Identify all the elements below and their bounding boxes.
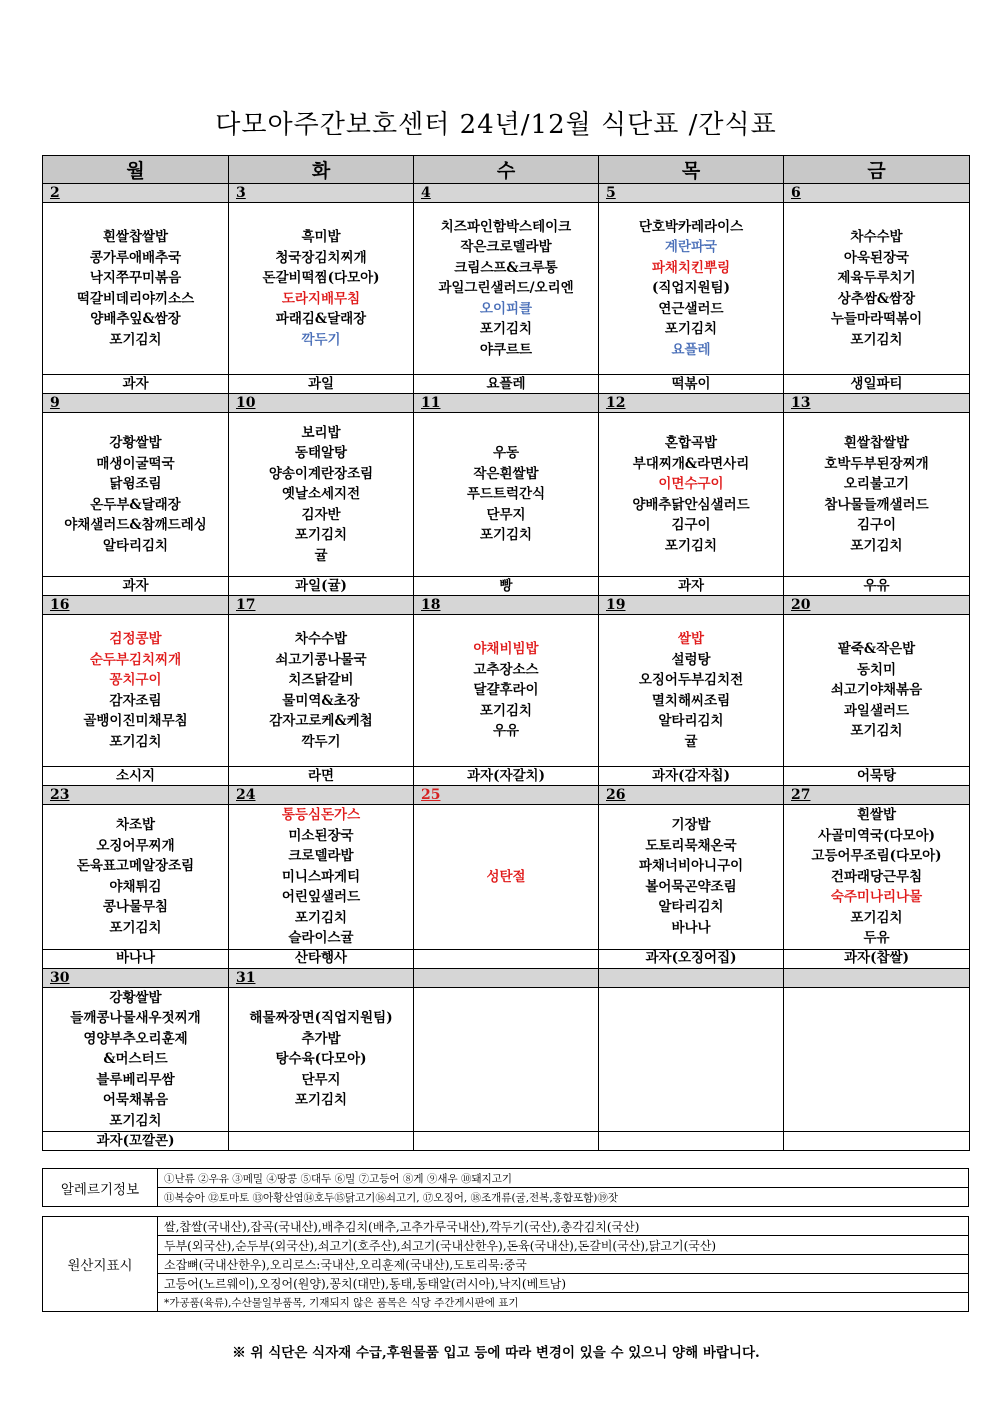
menu-item: &머스터드 [103, 1051, 168, 1067]
menu-item: 포기김치 [109, 733, 162, 750]
menu-cell [784, 805, 970, 950]
menu-item: 건파래당근무침 [830, 868, 923, 885]
menu-item: 참나물들깨샐러드 [824, 496, 929, 513]
menu-item: 포기김치 [664, 537, 718, 554]
menu-item: 단무지 [486, 506, 526, 523]
menu-item: 콩가루애배추국 [89, 249, 182, 266]
allergy-line-1: ①난류 ②우유 ③메밀 ④땅콩 ⑤대두 ⑥밀 ⑦고등어 ⑧게 ⑨새우 ⑩돼지고기 [158, 1169, 969, 1188]
menu-item: 흰쌀밥 [856, 807, 897, 823]
snack-cell: 소시지 [43, 767, 229, 786]
menu-item: 블루베리무쌈 [96, 1071, 175, 1088]
snack-cell: 과자(오징어집) [599, 949, 784, 968]
menu-item: 멸치해씨조림 [651, 692, 731, 709]
menu-item: 포기김치 [109, 331, 162, 348]
menu-item: 사골미역국(다모아) [817, 827, 936, 844]
snack-row [43, 1132, 970, 1151]
date-label: 23 [43, 786, 229, 805]
menu-table [42, 155, 970, 1151]
menu-item: 볼어묵곤약조림 [645, 878, 737, 895]
page-title: 다모아주간보호센터 24년/12월 식단표 /간식표 [215, 110, 777, 140]
menu-item: 떡갈비데리야끼소스 [76, 290, 195, 307]
menu-item: 추가밥 [301, 1030, 341, 1047]
footer-note: ※ 위 식단은 식자재 수급,후원물품 입고 등에 따라 변경이 있을 수 있으니 양해 바랍니다. [232, 1345, 760, 1361]
menu-item: 양송이계란장조림 [268, 465, 374, 482]
date-label: 11 [414, 394, 599, 413]
date-row [43, 968, 970, 987]
menu-item: 성탄절 [486, 868, 526, 885]
snack-cell: 라면 [229, 767, 414, 786]
menu-cell [599, 805, 784, 950]
menu-item: 파래김&달래장 [275, 311, 367, 327]
menu-item: 알타리김치 [102, 537, 169, 554]
menu-item: 오리불고기 [843, 476, 910, 492]
menu-item: 순두부김치찌개 [89, 651, 182, 668]
menu-cell [414, 987, 599, 1132]
menu-item: 깍두기 [301, 331, 341, 348]
weekday-mon: 월 [43, 156, 229, 184]
date-label: 26 [599, 786, 784, 805]
date-label [414, 968, 599, 987]
menu-item: 포기김치 [850, 537, 903, 554]
snack-cell: 빵 [414, 577, 599, 596]
menu-cell [414, 413, 599, 577]
snack-cell: 떡볶이 [599, 375, 784, 394]
snack-cell: 과자(자갈치) [414, 767, 599, 786]
menu-item: 치즈파인함박스테이크 [440, 218, 572, 235]
menu-row [43, 805, 970, 950]
menu-item: 김구이 [856, 517, 897, 533]
snack-cell [229, 1132, 414, 1151]
snack-row [43, 949, 970, 968]
date-label: 16 [43, 596, 229, 615]
snack-cell: 생일파티 [784, 375, 970, 394]
menu-item: 포기김치 [294, 1092, 348, 1108]
weekday-fri: 금 [784, 156, 970, 184]
menu-cell [229, 615, 414, 767]
menu-item: 낙지쭈꾸미볶음 [89, 270, 182, 286]
menu-item: 쌀밥 [677, 631, 705, 647]
menu-item: 숙주미나리나물 [830, 889, 923, 905]
snack-row [43, 767, 970, 786]
origin-line-4: 고등어(노르웨이),오징어(원양),꽁치(대만),동태,동태알(러시아),낙지(베트남) [158, 1274, 969, 1293]
menu-item: 콩나물무침 [102, 899, 169, 916]
snack-cell: 과자 [43, 577, 229, 596]
menu-cell [784, 413, 970, 577]
menu-item: 포기김치 [850, 909, 903, 926]
menu-item: 오이피클 [479, 300, 533, 317]
snack-cell: 어묵탕 [784, 767, 970, 786]
menu-item: 포기김치 [294, 527, 348, 544]
date-label: 2 [43, 184, 229, 203]
menu-item: 슬라이스귤 [288, 930, 354, 946]
date-label: 9 [43, 394, 229, 413]
menu-cell [414, 615, 599, 767]
menu-item: 연근샐러드 [658, 300, 724, 317]
snack-cell: 과자(감자칩) [599, 767, 784, 786]
origin-table [42, 1216, 969, 1312]
menu-item: 과일그린샐러드/오리엔 [438, 280, 574, 297]
menu-item: 상추쌈&쌈장 [837, 290, 916, 307]
menu-cell [784, 987, 970, 1132]
menu-item: 김구이 [671, 517, 711, 533]
menu-item: 미소된장국 [288, 827, 354, 844]
menu-item: 양배추닭안심샐러드 [632, 496, 750, 513]
menu-item: 돈육표고메알장조림 [76, 858, 195, 875]
menu-cell [784, 203, 970, 375]
menu-item: 포기김치 [479, 527, 533, 544]
snack-cell: 과자(꼬깔콘) [43, 1132, 229, 1151]
menu-cell [229, 805, 414, 950]
menu-item: 이면수구이 [658, 476, 724, 492]
menu-item: 강황쌀밥 [109, 989, 162, 1006]
menu-item: 차수수밥 [850, 229, 903, 245]
menu-cell [43, 203, 229, 375]
date-row [43, 596, 970, 615]
weekday-tue: 화 [229, 156, 414, 184]
weekday-wed: 수 [414, 156, 599, 184]
menu-item: 동태알탕 [294, 445, 348, 462]
menu-item: 김자반 [301, 506, 341, 523]
menu-item: 포기김치 [479, 702, 533, 719]
menu-item: 양배추잎&쌈장 [90, 311, 181, 327]
menu-item: 도라지배무침 [281, 290, 361, 307]
date-label: 13 [784, 394, 970, 413]
menu-cell [414, 805, 599, 950]
menu-item: 작은크로델라밥 [460, 239, 552, 256]
snack-cell: 산타행사 [229, 949, 414, 968]
menu-cell [599, 987, 784, 1132]
weekday-header-row [43, 156, 970, 184]
menu-item: 야채샐러드&참깨드레싱 [64, 517, 207, 533]
menu-item: 통등심돈가스 [281, 807, 361, 823]
menu-item: 제육두루치기 [837, 270, 916, 286]
menu-item: 감자조림 [109, 692, 162, 709]
snack-cell: 과일(귤) [229, 577, 414, 596]
snack-cell: 우유 [784, 577, 970, 596]
menu-item: 계란파국 [664, 239, 718, 256]
weekday-thu: 목 [599, 156, 784, 184]
menu-item: 크로델라밥 [288, 848, 354, 864]
snack-cell: 바나나 [43, 949, 229, 968]
menu-item: 들깨콩나물새우젓찌개 [70, 1010, 201, 1026]
snack-cell: 과자 [43, 375, 229, 394]
menu-item: (직업지원팀) [652, 280, 730, 297]
menu-item: 과일샐러드 [843, 702, 910, 719]
date-row [43, 184, 970, 203]
menu-item: 차조밥 [115, 817, 156, 834]
menu-cell [599, 413, 784, 577]
menu-item: 고등어무조림(다모아) [811, 848, 942, 864]
menu-cell [229, 987, 414, 1132]
menu-cell [43, 413, 229, 577]
snack-cell [414, 949, 599, 968]
snack-cell: 과자 [599, 577, 784, 596]
menu-item: 누들마라떡볶이 [830, 311, 923, 327]
date-label: 25 [414, 786, 599, 805]
origin-line-2: 두부(외국산),순두부(외국산),쇠고기(호주산),쇠고기(국내산한우),돈육(국내산),돈갈비(국산),닭고기(국산) [158, 1236, 969, 1255]
menu-item: 작은흰쌀밥 [473, 465, 539, 482]
menu-item: 온두부&달래장 [90, 496, 181, 513]
menu-cell [599, 203, 784, 375]
snack-cell [599, 1132, 784, 1151]
menu-item: 알타리김치 [658, 899, 724, 916]
menu-item: 단호박카레라이스 [638, 218, 744, 235]
menu-item: 돈갈비떡찜(다모아) [262, 270, 380, 286]
menu-item: 흰쌀찹쌀밥 [102, 229, 169, 245]
menu-item: 영양부추오리훈제 [83, 1030, 188, 1047]
menu-item: 단무지 [301, 1071, 341, 1088]
menu-item: 청국장김치찌개 [275, 249, 367, 266]
menu-cell [43, 805, 229, 950]
menu-item: 포기김치 [664, 321, 718, 338]
menu-item: 우유 [492, 723, 520, 740]
origin-line-1: 쌀,찹쌀(국내산),잡곡(국내산),배추김치(배추,고추가루국내산),깍두기(국산),총각김치(국산) [158, 1217, 969, 1236]
menu-item: 물미역&초장 [282, 692, 360, 709]
menu-item: 야채튀김 [109, 878, 162, 895]
allergy-table [42, 1168, 969, 1207]
date-label: 17 [229, 596, 414, 615]
menu-item: 보리밥 [301, 424, 341, 441]
menu-item: 흰쌀찹쌀밥 [843, 435, 910, 451]
menu-row [43, 615, 970, 767]
menu-item: 아욱된장국 [843, 249, 910, 266]
menu-item: 알타리김치 [658, 713, 724, 729]
menu-item: 우동 [492, 445, 520, 462]
menu-item: 매생이굴떡국 [96, 455, 175, 472]
menu-item: 옛날소세지전 [281, 486, 361, 503]
snack-cell [784, 1132, 970, 1151]
menu-item: 포기김치 [850, 331, 903, 348]
menu-item: 어린잎샐러드 [281, 889, 361, 905]
menu-item: 쇠고기콩나물국 [275, 651, 367, 668]
menu-row [43, 203, 970, 375]
menu-item: 달걀후라이 [473, 682, 539, 699]
menu-item: 파채너비아니구이 [638, 858, 744, 875]
menu-item: 오징어무찌개 [96, 837, 175, 854]
menu-cell [43, 615, 229, 767]
menu-item: 포기김치 [109, 1112, 162, 1129]
menu-item: 차수수밥 [294, 631, 348, 647]
menu-item: 혼합곡밥 [664, 435, 718, 451]
menu-item: 귤 [314, 547, 328, 564]
date-label: 3 [229, 184, 414, 203]
date-label: 5 [599, 184, 784, 203]
menu-cell [784, 615, 970, 767]
menu-row [43, 413, 970, 577]
menu-item: 동치미 [856, 661, 897, 678]
menu-item: 야채비빔밥 [473, 641, 539, 658]
date-label: 12 [599, 394, 784, 413]
menu-cell [229, 203, 414, 375]
menu-cell [229, 413, 414, 577]
menu-item: 팥죽&작은밥 [837, 641, 916, 658]
menu-item: 바나나 [671, 919, 711, 936]
menu-item: 깍두기 [301, 733, 341, 750]
snack-cell: 과자(찹쌀) [784, 949, 970, 968]
menu-item: 해물짜장면(직업지원팀) [249, 1010, 393, 1026]
menu-item: 꽁치구이 [109, 672, 162, 688]
menu-item: 푸드트럭간식 [466, 486, 546, 503]
allergy-label: 알레르기정보 [43, 1169, 158, 1207]
date-label: 19 [599, 596, 784, 615]
allergy-line-2: ⑪복숭아 ⑫토마토 ⑬아황산염⑭호두⑮닭고기⑯쇠고기, ⑰오징어, ⑱조개류(굴,전복,홍합포함)⑲잣 [158, 1188, 969, 1207]
menu-item: 포기김치 [109, 919, 162, 936]
date-label: 20 [784, 596, 970, 615]
menu-item: 어묵채볶음 [102, 1092, 169, 1108]
date-label: 31 [229, 968, 414, 987]
date-label: 6 [784, 184, 970, 203]
menu-item: 닭윙조림 [109, 476, 162, 492]
date-row [43, 786, 970, 805]
menu-item: 야쿠르트 [479, 341, 533, 358]
menu-item: 오징어두부김치전 [638, 672, 744, 688]
menu-item: 탕수육(다모아) [275, 1051, 367, 1067]
snack-cell [414, 1132, 599, 1151]
menu-item: 쇠고기야채볶음 [830, 682, 923, 699]
menu-item: 흑미밥 [301, 229, 341, 245]
menu-cell [43, 987, 229, 1132]
date-label: 4 [414, 184, 599, 203]
menu-item: 포기김치 [850, 723, 903, 740]
menu-item: 포기김치 [294, 909, 348, 926]
menu-item: 두유 [863, 930, 890, 946]
menu-row [43, 987, 970, 1132]
menu-item: 요플레 [671, 341, 711, 358]
menu-item: 파채치킨뿌링 [651, 259, 731, 276]
menu-item: 부대찌개&라면사리 [632, 455, 750, 472]
menu-item: 기장밥 [671, 817, 711, 834]
date-label: 27 [784, 786, 970, 805]
snack-row [43, 375, 970, 394]
date-label: 30 [43, 968, 229, 987]
origin-label: 원산지표시 [43, 1217, 158, 1312]
snack-cell: 요플레 [414, 375, 599, 394]
date-label: 18 [414, 596, 599, 615]
origin-note: *가공품(육류),수산물일부품목, 기재되지 않은 품목은 식당 주간게시판에 표기 [158, 1293, 969, 1312]
menu-item: 검정콩밥 [109, 631, 162, 647]
menu-cell [414, 203, 599, 375]
menu-item: 설렁탕 [671, 651, 711, 668]
snack-cell: 과일 [229, 375, 414, 394]
date-label [784, 968, 970, 987]
snack-row [43, 577, 970, 596]
menu-cell [599, 615, 784, 767]
date-label: 24 [229, 786, 414, 805]
date-label [599, 968, 784, 987]
menu-item: 고추장소스 [473, 661, 539, 678]
menu-item: 귤 [684, 733, 698, 750]
menu-item: 골뱅이진미채무침 [83, 713, 188, 729]
menu-item: 강황쌀밥 [109, 435, 162, 451]
origin-line-3: 소잡뼈(국내산한우),오리로스:국내산,오리훈제(국내산),도토리묵:중국 [158, 1255, 969, 1274]
menu-item: 도토리묵채온국 [645, 837, 737, 854]
menu-item: 감자고로케&케첩 [269, 713, 373, 729]
menu-item: 미니스파게티 [281, 868, 361, 885]
menu-item: 크림스프&크루통 [454, 259, 558, 276]
date-row [43, 394, 970, 413]
date-label: 10 [229, 394, 414, 413]
menu-item: 치즈닭갈비 [288, 672, 354, 688]
menu-item: 호박두부된장찌개 [824, 455, 929, 472]
menu-item: 포기김치 [479, 321, 533, 338]
